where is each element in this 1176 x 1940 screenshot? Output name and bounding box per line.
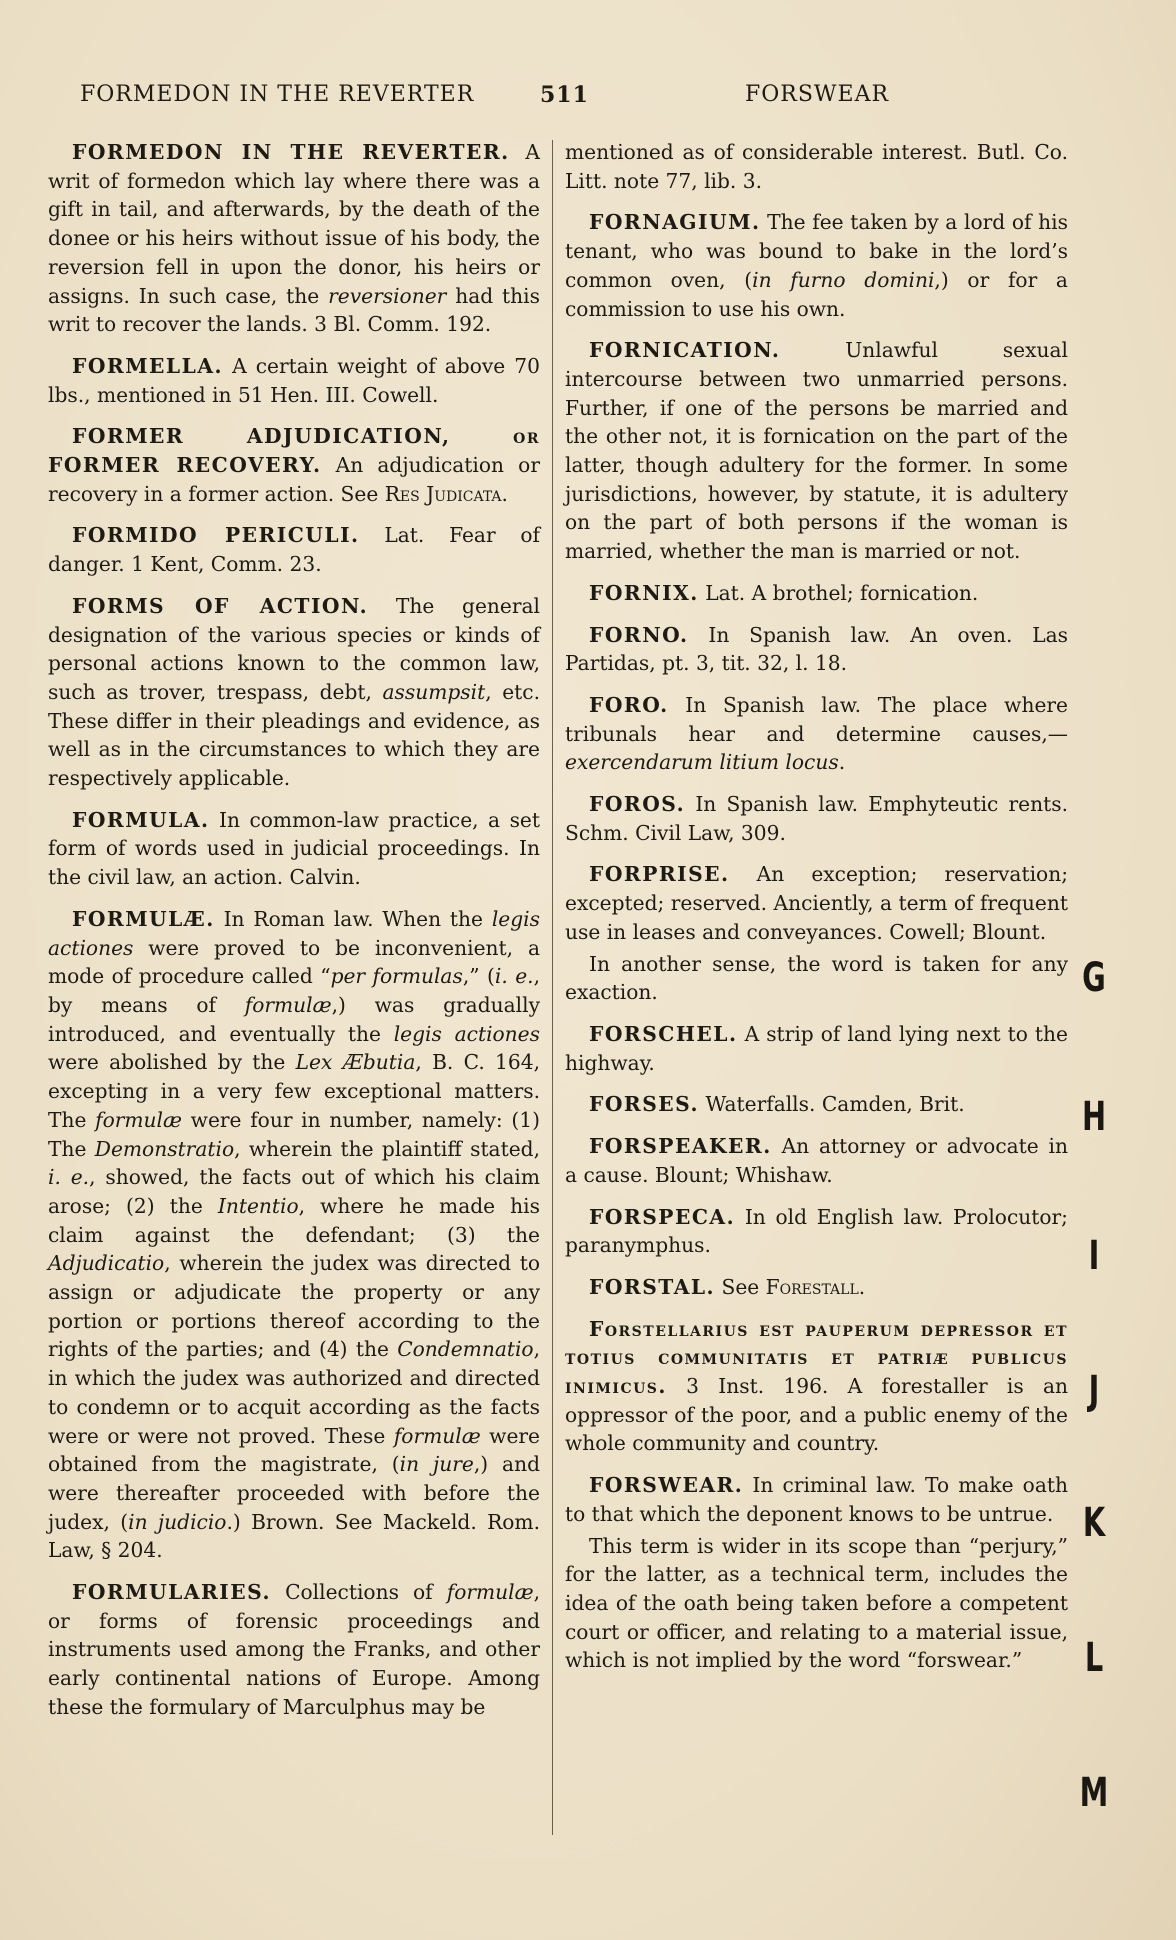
entry-text: were obtained from the magistrate, ( [48,1423,540,1477]
entry-text: were proved to be inconvenient, a mode of procedure called “ [48,935,540,989]
entry-headword: FORSES. [589,1092,700,1117]
entry-text: An exception; reservation; excepted; reserved. Anciently, a term of frequent use in leases and conveyances. Cowell; Blount. [565,862,1068,944]
dictionary-entry [48,1578,540,1722]
italic-term: assumpsit [382,679,486,704]
dictionary-entry [565,1273,1068,1302]
entry-text: In Roman law. When the [214,906,492,931]
cross-reference: Forestall [765,1274,859,1299]
italic-term: exercendarum litium locus [565,750,839,775]
entry-text: ,) and were thereafter proceeded with before the judex, ( [48,1452,540,1534]
entry-headword: FORMEDON IN THE REVERTER. [72,140,510,164]
entry-text: In Spanish law. An oven. Las Partidas, pt. 3, tit. 32, l. 18. [565,622,1068,676]
italic-term: Lex Æbutia [295,1050,416,1075]
italic-term: Condemnatio [397,1337,534,1362]
dictionary-entry [565,1471,1068,1528]
italic-term: in furno domini [752,267,935,292]
entry-text: , etc. These differ in their pleadings and evidence, as well as in the circumstances to which they are respectively applicable. [48,679,540,791]
entry-text: , wherein the judex was directed to assign or adjudicate the property or any portion or portions thereof according to the rights of the parties; and (4) the [48,1251,540,1362]
entry-text: In criminal law. To make oath to that which the deponent knows to be untrue. [565,1473,1068,1526]
entry-headword: FORSTAL. [589,1274,716,1299]
entry-text: Lat. A brothel; fornication. [698,580,979,605]
thumb-tab-h[interactable]: H [1081,1094,1107,1140]
entry-text: , B. C. 164, excepting in a very few exceptional matters. The [48,1050,540,1132]
italic-term: legis actiones [48,906,540,960]
dictionary-entry [48,592,540,793]
italic-term: Adjudicatio [48,1251,165,1276]
entry-text: A writ of formedon which lay where there was a gift in tail, and afterwards, by the death of the donee or his heirs without issue of his body, the reversion fell in upon the donor, his heirs or assigns. In such case, the [48,140,540,308]
column-divider [552,140,553,1835]
entry-headword: FORSPECA. [589,1204,736,1229]
entry-headword: FORO. [589,692,669,717]
entry-text: In old English law. Prolocutor; paranymphus. [565,1204,1068,1258]
entry-text: , by means of [48,964,541,1017]
dictionary-entry [565,208,1068,323]
entry-text: Collections of [271,1580,447,1605]
dictionary-entry [565,1315,1068,1459]
header-right-guide-word: FORSWEAR [745,82,890,107]
entry-text: An attorney or advocate in a cause. Blount; Whishaw. [565,1134,1068,1187]
entry-headword: FORNAGIUM. [589,210,761,235]
entry-text: . [858,1274,866,1299]
entry-text: In Spanish law. The place where tribunals hear and determine causes,— [565,692,1068,746]
entry-text: This term is wider in its scope than “perjury,” for the latter, as a technical term, includes the idea of the oath being taken before a competent court or officer, and relating to a material issue, which is not implied by the word “forswear.” [565,1533,1068,1673]
entry-text: mentioned as of considerable interest. Butl. Co. Litt. note 77, lib. 3. [565,140,1068,193]
entry-text: Waterfalls. Camden, Brit. [699,1092,965,1117]
entry-headword: FORMER ADJUDICATION, or FORMER RECOVERY. [48,424,540,478]
left-column [48,138,540,1735]
thumb-tab-l[interactable]: L [1084,1635,1104,1681]
dictionary-entry [565,860,1068,946]
dictionary-entry [565,1020,1068,1077]
italic-term: in judicio [128,1509,227,1534]
italic-term: legis actiones [393,1021,540,1046]
entry-text: ,” ( [462,964,495,989]
entry-headword: FORMULARIES. [72,1580,271,1605]
dictionary-entry [565,1132,1068,1189]
entry-headword: FORNIX. [589,580,699,605]
entry-text: The general designation of the various species or kinds of personal actions known to the common law, such as trover, trespass, debt, [48,593,540,704]
italic-term: i. e. [494,964,534,989]
dictionary-entry [48,905,540,1565]
entry-text: .) Brown. See Mackeld. Rom. Law, § 204. [48,1509,540,1563]
entry-text: The fee taken by a lord of his tenant, who was bound to bake in the lord’s common oven, ( [565,210,1068,292]
entry-text: , showed, the facts out of which his claim arose; (2) the [48,1165,541,1218]
entry-text: See [715,1274,766,1299]
dictionary-entry [48,138,540,339]
entry-text: An adjudication or recovery in a former action. See [48,453,540,506]
dictionary-entry [48,521,540,578]
entry-text: were four in number, namely: (1) The [48,1107,540,1161]
entry-text: had this writ to recover the lands. 3 Bl. Comm. 192. [48,283,540,337]
entry-continuation [565,138,1068,195]
entry-headword: FORMELLA. [72,353,224,378]
entry-headword: FORPRISE. [589,862,730,887]
dictionary-entry [565,691,1068,777]
entry-text: Unlawful sexual intercourse between two unmarried persons. Further, if one of the persons be married and the other not, it is fornication on the part of the latter, though adultery for the former. In some jurisdictions, however, by statute, it is adultery on the part of both persons if the woman is married, whether the man is married or not. [565,338,1068,564]
italic-term: reversioner [328,283,447,308]
entry-text: were abolished by the [48,1050,296,1075]
dictionary-entry [565,579,1068,608]
dictionary-entry [565,1090,1068,1119]
entry-text: . [838,750,846,775]
header-left-guide-word: FORMEDON IN THE REVERTER [80,82,475,107]
thumb-index [1074,0,1134,1940]
italic-term: Intentio [217,1193,299,1218]
entry-text: , wherein the plaintiff stated, [234,1136,540,1161]
italic-term: formulæ [393,1423,481,1448]
italic-term: in jure [399,1452,474,1477]
thumb-tab-g[interactable]: G [1082,955,1106,1001]
thumb-tab-k[interactable]: K [1082,1500,1106,1546]
entry-headword: FORMS OF ACTION. [72,593,369,618]
thumb-tab-i[interactable]: I [1088,1233,1100,1279]
page-number: 511 [540,82,589,108]
entry-headword: FORMULÆ. [72,906,215,931]
entry-text: . [501,481,508,506]
entry-continuation [565,1532,1068,1676]
entry-text: A strip of land lying next to the highway. [565,1021,1068,1075]
entry-text: 3 Inst. 196. A forestaller is an oppressor of the poor, and a public enemy of the whole community and country. [565,1374,1068,1456]
entry-continuation [565,950,1068,1007]
entry-headword: FORNICATION. [589,338,781,363]
entry-headword: FORNO. [589,622,689,647]
entry-text: ,) or for a commission to use his own. [565,267,1068,321]
entry-headword: FORMIDO PERICULI. [72,523,360,548]
italic-term: formulæ [244,992,332,1017]
entry-text: , in which the judex was authorized and directed to condemn or to acquit according as the facts were or were not proved. These [48,1337,540,1448]
thumb-tab-m[interactable]: M [1079,1770,1109,1816]
entry-headword: Forstellarius est pauperum depressor et totius communitatis et patriæ publicus inimicus. [565,1316,1068,1399]
dictionary-entry [565,621,1068,678]
italic-term: per formulas [330,964,463,989]
italic-term: i. e. [48,1165,90,1190]
entry-text: Lat. Fear of danger. 1 Kent, Comm. 23. [48,523,540,577]
entry-text: , where he made his claim against the defendant; (3) the [48,1193,541,1247]
entry-headword: FORSWEAR. [589,1473,744,1498]
entry-headword: FOROS. [589,792,686,817]
entry-text: A certain weight of above 70 lbs., mentioned in 51 Hen. III. Cowell. [48,353,540,407]
italic-term: formulæ [446,1580,534,1605]
dictionary-entry [565,790,1068,847]
dictionary-entry [48,422,540,508]
entry-text: In common-law practice, a set form of words used in judicial proceedings. In the civil law, an action. Calvin. [48,807,540,890]
cross-reference: Res Judicata [384,481,502,506]
entry-text: ,) was gradually introduced, and eventually the [48,992,540,1046]
right-column [565,138,1068,1688]
italic-term: Demonstratio [94,1136,235,1161]
entry-headword: FORSPEAKER. [589,1134,772,1159]
thumb-tab-j[interactable]: J [1088,1368,1100,1414]
entry-text: In another sense, the word is taken for any exaction. [565,951,1068,1005]
entry-text: , or forms of forensic proceedings and instruments used among the Franks, and other early continental nations of Europe. Among these the formulary of Marculphus may be [48,1580,540,1719]
entry-text: In Spanish law. Emphyteutic rents. Schm. Civil Law, 309. [565,792,1068,845]
entry-headword: FORMULA. [72,807,210,832]
dictionary-entry [48,806,540,892]
dictionary-entry [565,336,1068,566]
dictionary-entry [565,1203,1068,1260]
dictionary-entry [48,352,540,409]
entry-headword: FORSCHEL. [589,1021,738,1046]
running-head [78,82,898,114]
italic-term: formulæ [95,1107,182,1132]
